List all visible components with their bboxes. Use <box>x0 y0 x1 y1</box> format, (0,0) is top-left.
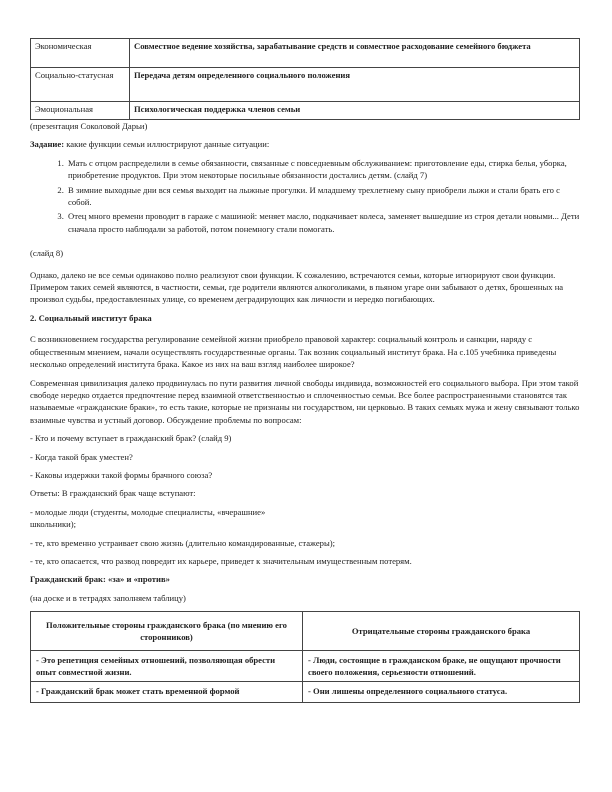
document-page <box>30 38 580 703</box>
answer-item: - те, кто временно устраивает свою жизнь (длительно командированные, стажеры); <box>30 537 335 548</box>
situations-list <box>30 157 580 235</box>
answer-item: - молодые люди (студенты, молодые специалисты, «вчерашние» школьники); <box>30 506 266 530</box>
table-header-row <box>31 612 580 651</box>
proscons-note: (на доске и в тетрадях заполняем таблицу) <box>30 592 186 603</box>
cons-cell: - Они лишены определенного социального статуса. <box>303 682 580 703</box>
proscons-heading: Гражданский брак: «за» и «против» <box>30 574 170 585</box>
pros-cell: - Гражданский брак может стать временной формой <box>31 682 303 703</box>
function-name-cell: Экономическая <box>31 39 130 68</box>
section-heading: 2. Социальный институт брака <box>30 312 152 323</box>
family-functions-table <box>30 38 580 120</box>
pros-cell: - Это репетиция семейных отношений, позволяющая обрести опыт совместной жизни. <box>31 651 303 682</box>
pros-header: Положительные стороны гражданского брака (по мнению его сторонников) <box>31 612 303 651</box>
function-desc-cell: Совместное ведение хозяйства, зарабатывание средств и совместное расходование семейного бюджета <box>130 39 580 68</box>
table-row <box>31 102 580 120</box>
question-item: - Кто и почему вступает в гражданский брак? (слайд 9) <box>30 433 232 444</box>
answer-item: - те, кто опасается, что развод повредит их карьере, приведет к значительным имущественным потерям. <box>30 555 412 566</box>
table-row <box>31 651 580 682</box>
proscons-table <box>30 611 580 703</box>
table-row <box>31 68 580 102</box>
question-item: - Каковы издержки такой формы брачного союза? <box>30 469 213 480</box>
paragraph: Современная цивилизация далеко продвинулась по пути развития личной свободы индивида, возможностей его социального выбора. При этом такой свободе нередко отдается предпочтение перед взаимной ответственностью и сплоченностью семьи. Все более распространенными становятся так называемые «гражданские браки», то есть такие, которые не признаны ни государством, ни церковью. В таких семьях мужа и жену связывают только взаимные чувства и устный договор. Обсуждение проблемы по вопросам: <box>30 377 580 425</box>
table-row <box>31 682 580 703</box>
list-item: 1. Мать с отцом распределили в семье обязанности, связанные с повседневным обслуживанием: приготовление еды, стирка белья, уборка, приобретение продуктов. При этом некоторые посильные обязанности достались детям. (слайд 7) <box>66 157 580 182</box>
slide-note: (слайд 8) <box>30 248 64 259</box>
paragraph: С возникновением государства регулирование семейной жизни приобрело правовой характер: социальный контроль и санкции, наряду с общественным мнением, начали осуществлять государственные органы. Так возник социальный институт брака. На с.105 учебника приведены несколько определений института брака. Какое из них на ваш взгляд наиболее широкое? <box>30 334 557 370</box>
list-item: 2. В зимние выходные дни вся семья выходит на лыжные прогулки. И младшему трехлетнему сыну приобрели лыжи и стали брать его с собой. <box>66 184 580 209</box>
table-row <box>31 39 580 68</box>
question-item: - Когда такой брак уместен? <box>30 451 133 462</box>
cons-cell: - Люди, состоящие в гражданском браке, не ощущают прочности своего положения, серьезности отношений. <box>303 651 580 682</box>
list-item: 3. Отец много времени проводит в гараже с машиной: меняет масло, подкачивает колеса, заменяет вышедшие из строя детали новыми... Дети сначала просто наблюдали за работой, потом понемногу стали помогать. <box>66 210 580 235</box>
presentation-note: (презентация Соколовой Дарьи) <box>30 121 148 131</box>
paragraph: Однако, далеко не все семьи одинаково полно реализуют свои функции. К сожалению, встречаются семьи, которые игнорируют свои функции. Примером таких семей являются, в частности, семьи, где родители являются алкоголиками, в пьяном угаре они забывают о детях, брошенных на произвол судьбы, предоставленных улице, со временем деградирующих как личности и нередко погибающих. <box>30 269 564 305</box>
function-name-cell: Социально-статусная <box>31 68 130 102</box>
cons-header: Отрицательные стороны гражданского брака <box>303 612 580 651</box>
function-desc-cell: Передача детям определенного социального положения <box>130 68 580 102</box>
answers-intro: Ответы: В гражданский брак чаще вступают: <box>30 488 196 499</box>
function-desc-cell: Психологическая поддержка членов семьи <box>130 102 580 120</box>
function-name-cell: Эмоциональная <box>31 102 130 120</box>
task-text: какие функции семьи иллюстрируют данные ситуации: <box>64 139 270 150</box>
task-label: Задание: <box>30 139 65 150</box>
task-paragraph <box>30 138 580 150</box>
